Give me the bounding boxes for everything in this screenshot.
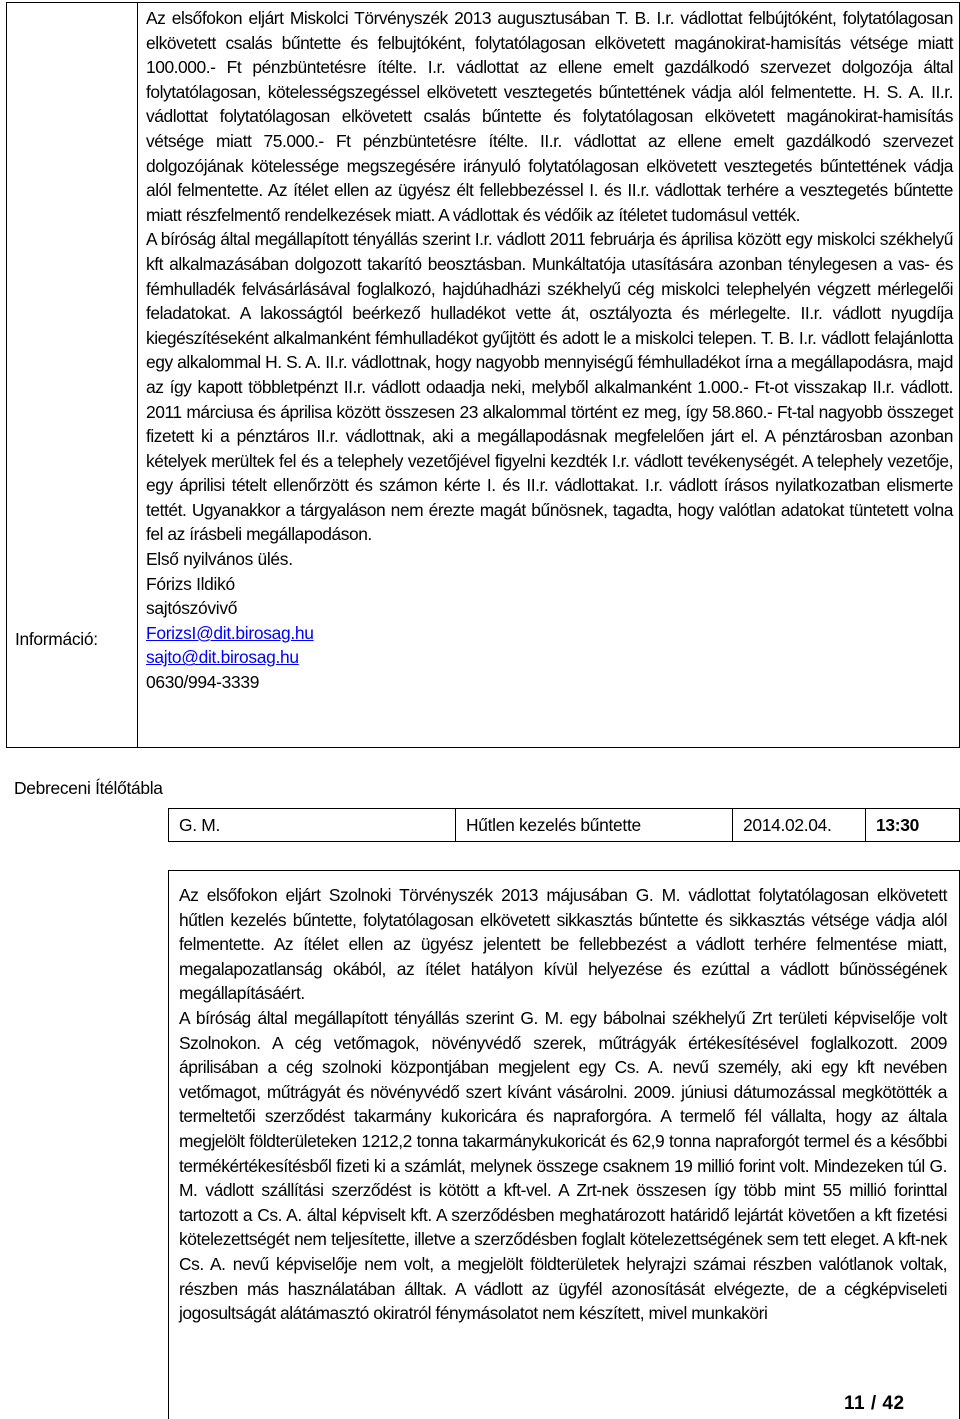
info-label: Információ:	[15, 629, 98, 649]
charge-cell: Hűtlen kezelés bűntette	[456, 809, 733, 842]
time-cell: 13:30	[866, 809, 960, 842]
contact-email-link[interactable]: ForizsI@dit.birosag.hu	[146, 622, 314, 643]
date-cell: 2014.02.04.	[733, 809, 866, 842]
court-title: Debreceni Ítélőtábla	[14, 778, 163, 798]
case2-facts-paragraph: A bíróság által megállapított tényállás szerint G. M. egy bábolnai székhelyű Zrt területi képviselője volt Szolnokon. A cég vetőmagok, növényvédő szerek, műtrágyák értékesítésével foglalkozott. 2009 áprilisában a cég szolnoki központjában megjelent egy Cs. A. nevű személy, aki egy kft nevében vetőmagot, műtrágyát és növényvédő szert kívánt vásárolni. 2009. júniusi dátumozással megkötötték a termeltetői szerződést takarmány kukoricára és napraforgóra. A termelő fél vállalta, hogy az általa megjelölt földterületeken 1212,2 tonna takarmánykukoricát és 62,9 tonna napraforgót termel és a későbbi termékértékesítésből fizeti ki a számlát, melynek összege csaknem 19 millió forint volt. Mindezeken túl G. M. vádlott szállítási szerződést is kötött a kft-vel. A Zrt-nek összesen így több mint 55 millió forinttal tartozott a Cs. A. által képviselt kft. A szerződésben meghatározott határidő lejártát követően a kft fizetési kötelezettségét nem teljesítette, illetve a szerződésben foglalt kötelezettségének sem tett eleget. A kft-nek Cs. A. nevű képviselője nem volt, a megjelölt földterületek helyrajzi számai részben valótlanok voltak, részben más használatában álltak. A vádlott az ügyfél azonosítását elvégezte, de a cégképviseleti jogosultságát alátámasztó okiratról fénymásolatot nem készített, mivel munkaköri	[179, 1007, 947, 1324]
contact-name: Fórizs Ildikó	[146, 573, 235, 594]
hearing-type: Első nyilvános ülés.	[146, 549, 293, 570]
info-label-cell	[7, 3, 138, 748]
case2-summary-paragraph: Az elsőfokon eljárt Szolnoki Törvényszék 2013 májusában G. M. vádlottat folytatólagosan elkövetett hűtlen kezelés bűntette, folytatólagosan elkövetett sikkasztás bűntette és sikkasztás vétsége vádja alól felmentette. Az ítélet ellen az ügyész jelentett be fellebbezést a vádlott terhére felmentése miatt, megalapozatlanság okából, az ítélet hatályon kívül helyezése és ezúttal a vádlott bűnösségének megállapításáért.	[179, 885, 947, 1004]
contact-role: sajtószóvivő	[146, 598, 238, 619]
case-facts-paragraph: A bíróság által megállapított tényállás szerint I.r. vádlott 2011 februárja és áprilisa között egy miskolci székhelyű kft alkalmazásában dolgozott takarító beosztásban. Munkáltatója utasítására azonban ténylegesen a vas- és fémhulladék felvásárlásával foglalkozó, hajdúhadházi székhelyű cég miskolci telephelyén végzett mérlegelői feladatokat. A lakosságtól beérkező hulladékot vette át, osztályozta és mérlegelte. II.r. vádlott nyugdíja kiegészítéseként alkalmanként fémhulladékot gyűjtött és adott le a miskolci telepen. T. B. I.r. vádlott felajánlotta egy alkalommal H. S. A. II.r. vádlottnak, hogy nagyobb mennyiségű fémhulladékot írna a megállapodásra, majd az így kapott többletpénzt II.r. vádlott odaadja neki, melyből alkalmanként 1.000.- Ft-ot visszakap II.r. vádlott. 2011 márciusa és áprilisa között összesen 23 alkalommal történt ez meg, így 58.860.- Ft-tal nagyobb összeget fizetett ki a pénztáros II.r. vádlottnak, aki a megállapodásnak megfelelően járt el. A pénztárosban azonban kételyek merültek fel és a telephely vezetőjével figyelni kezdték I.r. vádlott tevékenységét. A telephely vezetője, egy áprilisi tételt ellenőrzött és számon kérte I. és II.r. vádlottakat. I.r. vádlott írásos nyilatkozatban elismerte tettét. Ugyanakkor a tárgyaláson nem érezte magát bűnösnek, tagadta, hogy valótlan adatokat tüntetett volna fel az írásbeli megállapodáson.	[146, 229, 953, 545]
case-summary-paragraph: Az elsőfokon eljárt Miskolci Törvényszék 2013 augusztusában T. B. I.r. vádlottat felbújtóként, folytatólagosan elkövetett csalás bűntette és felbujtóként, folytatólagosan elkövetett magánokirat-hamisítás vétsége miatt 100.000.- Ft pénzbüntetésre ítélte. I.r. vádlottat az ellene emelt gazdálkodó szervezet dolgozója által folytatólagosan, kötelességszegéssel elkövetett vesztegetés bűntettének vádja alól felmentette. H. S. A. II.r. vádlottat folytatólagosan elkövetett csalás bűntette és folytatólagosan elkövetett magánokirat-hamisítás vétsége miatt 75.000.- Ft pénzbüntetésre ítélte. II.r. vádlottat az ellene emelt gazdálkodó szervezet dolgozójának kötelessége megszegésére irányuló folytatólagosan elkövetett vesztegetés bűntettének vádja alól felmentette. Az ítélet ellen az ügyész élt fellebbezéssel I. és II.r. vádlottak terhére a vesztegetés bűntette miatt részfelmentő rendelkezések miatt. A vádlottak és védőik az ítéletet tudomásul vették.	[146, 8, 953, 225]
defendant-cell: G. M.	[169, 809, 456, 842]
press-email-link[interactable]: sajto@dit.birosag.hu	[146, 647, 299, 668]
contact-phone: 0630/994-3339	[146, 672, 260, 693]
case-header-row	[168, 808, 960, 842]
case-details-box-2	[168, 870, 960, 1419]
case-table-1	[6, 2, 960, 748]
page-number: 11 / 42	[844, 1393, 905, 1414]
case-details-cell	[138, 3, 960, 748]
